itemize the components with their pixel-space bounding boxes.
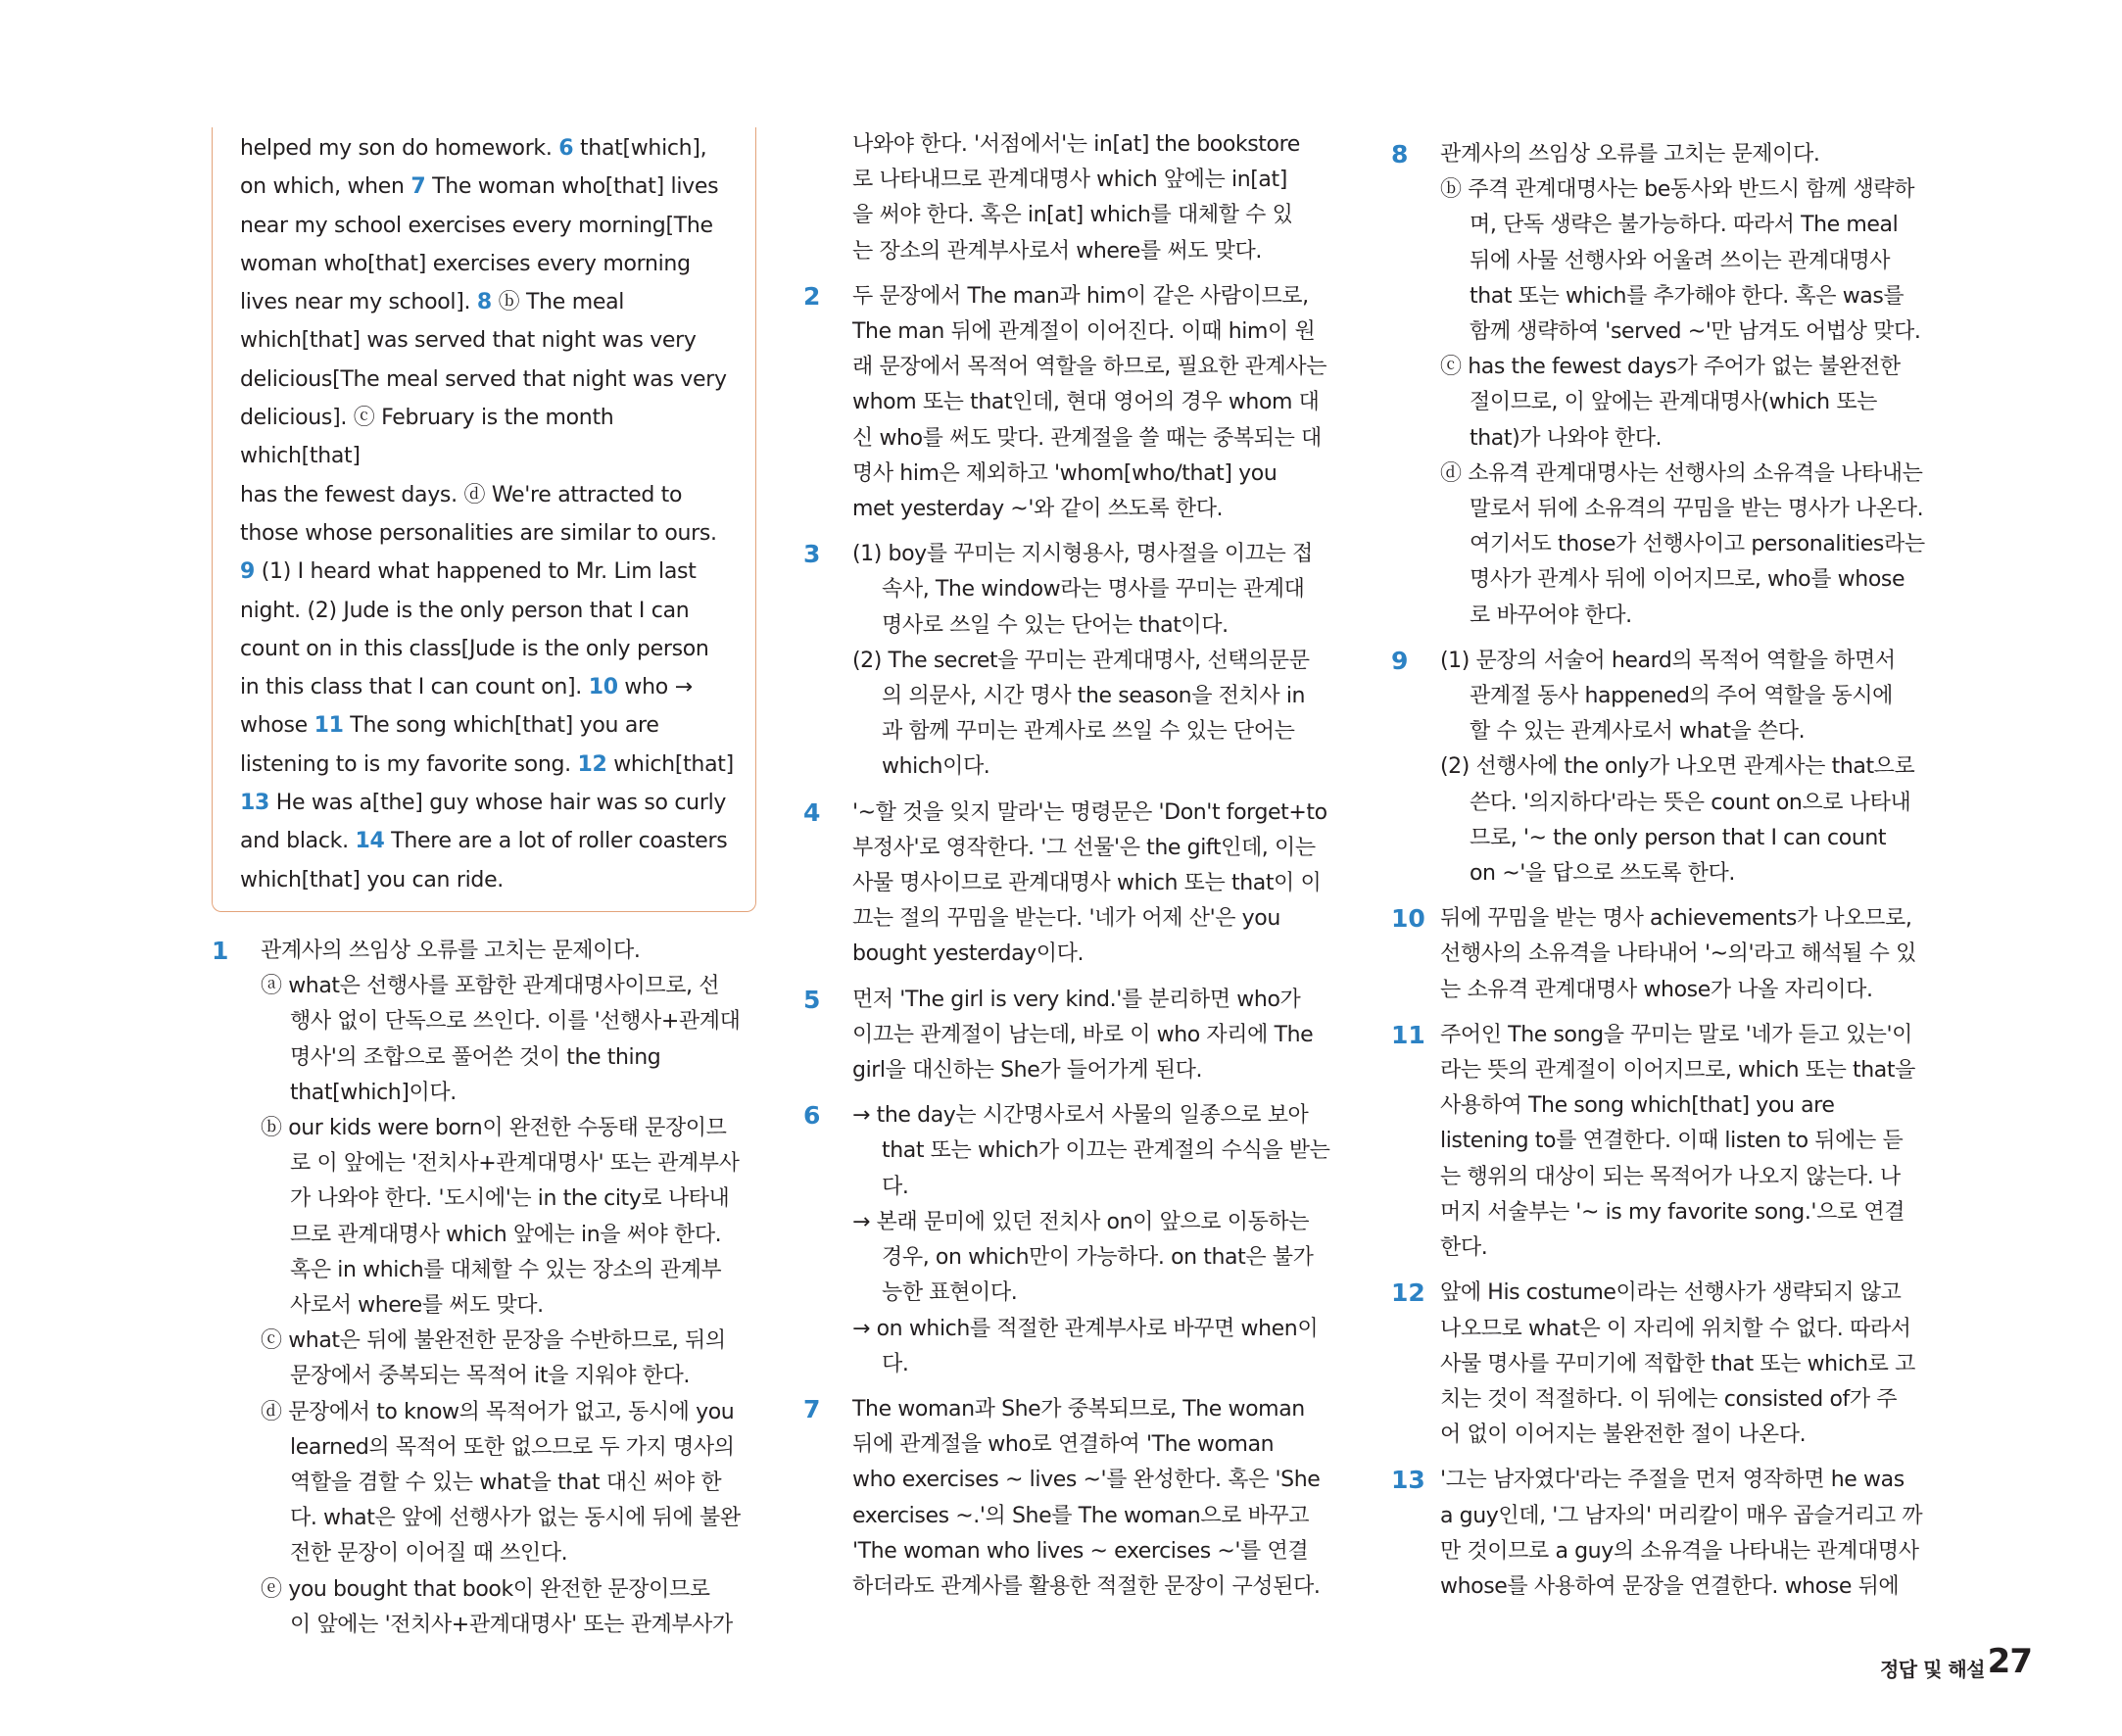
page-number: 27 bbox=[1987, 1642, 2032, 1681]
explanation-line: 만 것이므로 a guy의 소유격을 나타내는 관계대명사 bbox=[1440, 1538, 1919, 1564]
footer-label: 정답 및 해설 bbox=[1879, 1658, 1985, 1681]
question-number: 11 bbox=[1391, 1020, 1425, 1049]
explanation-list bbox=[1391, 137, 1940, 1605]
answer-text: whose bbox=[240, 713, 314, 739]
explanation-item bbox=[1391, 1018, 1940, 1266]
answer-text: ⓑ The meal bbox=[491, 290, 625, 315]
explanation-line: 끄는 절의 꾸밈을 받는다. '네가 어제 산'은 you bbox=[852, 906, 1280, 932]
explanation-item bbox=[803, 796, 1347, 973]
explanation-line: The woman과 She가 중복되므로, The woman bbox=[852, 1396, 1305, 1422]
answer-line bbox=[240, 514, 734, 553]
explanation-line: 관계절 동사 happened의 주어 역할을 동시에 bbox=[1470, 684, 1894, 709]
answer-key-box bbox=[212, 127, 756, 912]
answer-text: which[that] bbox=[606, 751, 734, 777]
answer-line bbox=[240, 784, 734, 822]
answer-line bbox=[240, 668, 734, 706]
explanation-line: 므로, '~ the only person that I can count bbox=[1470, 825, 1887, 850]
explanation-line: who exercises ~ lives ~'를 완성한다. 혹은 'She bbox=[852, 1468, 1321, 1493]
right-column bbox=[1391, 127, 1940, 1605]
sub-explanation bbox=[261, 1324, 756, 1394]
answer-line bbox=[240, 283, 734, 321]
explanation-line: The man 뒤에 관계절이 이어진다. 이때 him이 원 bbox=[852, 319, 1316, 345]
explanation-line: which이다. bbox=[882, 754, 990, 780]
explanation-line: 의 의문사, 시간 명사 the season을 전치사 in bbox=[882, 684, 1306, 709]
answer-text: in this class that I can count on]. bbox=[240, 675, 589, 700]
question-number: 6 bbox=[803, 1101, 821, 1131]
explanation-line: 경우, on which만이 가능하다. on that은 불가 bbox=[882, 1245, 1314, 1271]
answer-number: 14 bbox=[355, 829, 385, 854]
answer-line bbox=[240, 245, 734, 283]
explanation-line: 뒤에 사물 선행사와 어울려 쓰이는 관계대명사 bbox=[1470, 248, 1891, 273]
explanation-line: 두 문장에서 The man과 him이 같은 사람이므로, bbox=[852, 283, 1309, 309]
answer-line bbox=[240, 207, 734, 245]
question-number: 13 bbox=[1391, 1466, 1425, 1495]
sub-explanation bbox=[852, 537, 1347, 644]
continued-explanation bbox=[803, 127, 1347, 269]
explanation-line: that[which]이다. bbox=[290, 1080, 457, 1105]
explanation-line: 는 소유격 관계대명사 whose가 나올 자리이다. bbox=[1440, 977, 1873, 1002]
sub-explanation bbox=[1440, 644, 1940, 750]
sub-explanation bbox=[852, 644, 1347, 786]
explanation-line: 절이므로, 이 앞에는 관계대명사(which 또는 bbox=[1470, 390, 1878, 415]
explanation-line: 이 앞에는 '전치사+관계대명사' 또는 관계부사가 bbox=[290, 1612, 733, 1637]
left-column bbox=[208, 127, 756, 1643]
explanation-line: 을 써야 한다. 혹은 in[at] which를 대체할 수 있 bbox=[852, 203, 1293, 228]
explanation-item bbox=[803, 983, 1347, 1089]
answer-text: woman who[that] exercises every morning bbox=[240, 251, 691, 276]
answer-line bbox=[240, 746, 734, 784]
answer-number: 13 bbox=[240, 791, 270, 816]
answer-line bbox=[240, 321, 734, 360]
explanation-line: 로 이 앞에는 '전치사+관계대명사' 또는 관계부사 bbox=[290, 1151, 740, 1177]
explanation-line: (2) The secret을 꾸미는 관계대명사, 선택의문문 bbox=[852, 648, 1310, 673]
explanation-line: 말로서 뒤에 소유격의 꾸밈을 받는 명사가 나온다. bbox=[1470, 497, 1924, 522]
explanation-line: 관계사의 쓰임상 오류를 고치는 문제이다. bbox=[1440, 142, 1820, 167]
answer-number: 12 bbox=[577, 751, 607, 777]
explanation-item bbox=[1391, 1276, 1940, 1453]
explanation-item bbox=[803, 1098, 1347, 1382]
explanation-line: (1) 문장의 서술어 heard의 목적어 역할을 하면서 bbox=[1440, 648, 1896, 673]
explanation-line: 하더라도 관계사를 활용한 적절한 문장이 구성된다. bbox=[852, 1573, 1321, 1599]
explanation-line: 신 who를 써도 맞다. 관계절을 쓸 때는 중복되는 대 bbox=[852, 425, 1322, 451]
answer-text: that[which], bbox=[573, 136, 707, 161]
explanation-line: 여기서도 those가 선행사이고 personalities라는 bbox=[1470, 532, 1925, 557]
answer-text: has the fewest days. ⓓ We're attracted to bbox=[240, 482, 683, 507]
explanation-line: 사물 명사를 꾸미기에 적합한 that 또는 which로 고 bbox=[1440, 1351, 1915, 1376]
explanation-line: 역할을 겸할 수 있는 what을 that 대신 써야 한 bbox=[290, 1470, 722, 1495]
explanation-line: 부정사'로 영작한다. '그 선물'은 the gift인데, 이는 bbox=[852, 835, 1316, 860]
explanation-line: 'The woman who lives ~ exercises ~'를 연결 bbox=[852, 1538, 1309, 1564]
question-number: 12 bbox=[1391, 1278, 1425, 1308]
explanation-line: 뒤에 관계절을 who로 연결하여 'The woman bbox=[852, 1432, 1275, 1458]
explanation-line: 관계사의 쓰임상 오류를 고치는 문제이다. bbox=[261, 938, 641, 963]
sub-explanation bbox=[261, 1395, 756, 1572]
explanation-line: 명사 him은 제외하고 'whom[who/that] you bbox=[852, 460, 1278, 486]
explanation-list bbox=[803, 279, 1347, 1605]
explanation-line: → on which를 적절한 관계부사로 바꾸면 when이 bbox=[852, 1316, 1319, 1341]
answer-text: There are a lot of roller coasters bbox=[384, 829, 728, 854]
sub-explanation bbox=[261, 1572, 756, 1643]
explanation-line: 는 행위의 대상이 되는 목적어가 나오지 않는다. 나 bbox=[1440, 1164, 1901, 1189]
answer-text: The woman who[that] lives bbox=[425, 174, 719, 200]
answer-number: 9 bbox=[240, 559, 256, 585]
answer-text: on which, when bbox=[240, 174, 411, 200]
explanation-line: ⓒ has the fewest days가 주어가 없는 불완전한 bbox=[1440, 355, 1901, 380]
explanation-line: '그는 남자였다'라는 주절을 먼저 영작하면 he was bbox=[1440, 1468, 1905, 1493]
answer-number: 8 bbox=[476, 290, 492, 315]
explanation-item bbox=[1391, 644, 1940, 892]
explanation-line: ⓔ you bought that book이 완전한 문장이므로 bbox=[261, 1576, 710, 1602]
answer-line bbox=[240, 592, 734, 630]
explanation-line: ⓐ what은 선행사를 포함한 관계대명사이므로, 선 bbox=[261, 974, 720, 999]
explanation-item bbox=[1391, 137, 1940, 634]
explanation-item bbox=[803, 537, 1347, 785]
explanation-line: 능한 표현이다. bbox=[882, 1280, 1018, 1306]
sub-explanation bbox=[261, 1111, 756, 1324]
explanation-line: 나오므로 what은 이 자리에 위치할 수 없다. 따라서 bbox=[1440, 1316, 1911, 1341]
explanation-line: on ~'을 답으로 쓰도록 한다. bbox=[1470, 861, 1735, 887]
explanation-line: (1) boy를 꾸미는 지시형용사, 명사절을 이끄는 접 bbox=[852, 542, 1313, 567]
sub-explanation bbox=[1440, 457, 1940, 634]
answer-text: (1) I heard what happened to Mr. Lim last bbox=[255, 559, 697, 585]
explanation-line: 다. bbox=[882, 1174, 909, 1199]
question-number: 9 bbox=[1391, 646, 1409, 675]
answer-line bbox=[240, 706, 734, 745]
explanation-line: ⓓ 문장에서 to know의 목적어가 없고, 동시에 you bbox=[261, 1399, 735, 1424]
answer-text: which[that] you can ride. bbox=[240, 867, 505, 892]
explanation-line: 한다. bbox=[1440, 1235, 1488, 1261]
explanation-line: 어 없이 이어지는 불완전한 절이 나온다. bbox=[1440, 1423, 1807, 1448]
explanation-line: bought yesterday이다. bbox=[852, 941, 1085, 967]
explanation-line: 명사로 쓰일 수 있는 단어는 that이다. bbox=[882, 612, 1229, 638]
explanation-line: (2) 선행사에 the only가 나오면 관계사는 that으로 bbox=[1440, 754, 1915, 780]
question-number: 4 bbox=[803, 797, 821, 827]
sub-explanation bbox=[852, 1312, 1347, 1382]
answer-line bbox=[240, 129, 734, 168]
sub-explanation bbox=[1440, 350, 1940, 457]
answer-text: those whose personalities are similar to ours. bbox=[240, 520, 717, 546]
answer-text: lives near my school]. bbox=[240, 290, 477, 315]
question-number: 2 bbox=[803, 281, 821, 311]
answer-line bbox=[240, 168, 734, 206]
explanation-line: 주어인 The song을 꾸미는 말로 '네가 듣고 있는'이 bbox=[1440, 1022, 1913, 1047]
explanation-list bbox=[208, 934, 756, 1643]
explanation-line: 속사, The window라는 명사를 꾸미는 관계대 bbox=[882, 577, 1305, 603]
answer-number: 10 bbox=[588, 675, 618, 700]
explanation-line: listening to를 연결한다. 이때 listen to 뒤에는 듣 bbox=[1440, 1129, 1904, 1154]
explanation-line: 명사'의 조합으로 풀어쓴 것이 the thing bbox=[290, 1044, 661, 1070]
answer-line bbox=[240, 399, 734, 476]
explanation-line: 먼저 'The girl is very kind.'를 분리하면 who가 bbox=[852, 987, 1301, 1012]
explanation-line: 문장에서 중복되는 목적어 it을 지워야 한다. bbox=[290, 1364, 690, 1389]
sub-explanation bbox=[261, 969, 756, 1111]
question-number: 8 bbox=[1391, 140, 1409, 169]
question-number: 10 bbox=[1391, 904, 1425, 934]
answer-line bbox=[240, 553, 734, 591]
explanation-line: 머지 서술부는 '~ is my favorite song.'으로 연결 bbox=[1440, 1199, 1905, 1225]
answer-line bbox=[240, 361, 734, 399]
explanation-line: 나와야 한다. '서점에서'는 in[at] the bookstore bbox=[852, 132, 1300, 157]
explanation-line: 함께 생략하여 'served ~'만 남겨도 어법상 맞다. bbox=[1470, 319, 1921, 345]
answer-line bbox=[240, 861, 734, 899]
answer-line bbox=[240, 476, 734, 514]
question-number: 5 bbox=[803, 985, 821, 1014]
answer-text: count on in this class[Jude is the only person bbox=[240, 636, 709, 661]
answer-text: The song which[that] you are bbox=[343, 713, 659, 739]
explanation-line: 래 문장에서 목적어 역할을 하므로, 필요한 관계사는 bbox=[852, 355, 1327, 380]
explanation-item bbox=[1391, 901, 1940, 1008]
answer-text: night. (2) Jude is the only person that I can bbox=[240, 598, 690, 623]
explanation-line: whom 또는 that인데, 현대 영어의 경우 whom 대 bbox=[852, 390, 1320, 415]
explanation-line: 과 함께 꾸미는 관계사로 쓰일 수 있는 단어는 bbox=[882, 719, 1295, 745]
explanation-item bbox=[1391, 1463, 1940, 1605]
answer-number: 7 bbox=[410, 174, 426, 200]
explanation-line: 가 나와야 한다. '도시에'는 in the city로 나타내 bbox=[290, 1186, 730, 1212]
explanation-line: 할 수 있는 관계사로서 what을 쓴다. bbox=[1470, 719, 1806, 745]
answer-text: He was a[the] guy whose hair was so curly bbox=[269, 791, 727, 816]
explanation-line: ⓓ 소유격 관계대명사는 선행사의 소유격을 나타내는 bbox=[1440, 460, 1923, 486]
question-number: 7 bbox=[803, 1394, 821, 1423]
answer-text: listening to is my favorite song. bbox=[240, 751, 578, 777]
explanation-line: learned의 목적어 또한 없으므로 두 가지 명사의 bbox=[290, 1434, 735, 1460]
explanation-line: 사용하여 The song which[that] you are bbox=[1440, 1093, 1835, 1119]
explanation-item bbox=[803, 279, 1347, 527]
explanation-line: ⓑ our kids were born이 완전한 수동태 문장이므 bbox=[261, 1115, 727, 1140]
explanation-line: 라는 뜻의 관계절이 이어지므로, which 또는 that을 bbox=[1440, 1058, 1915, 1084]
middle-column bbox=[803, 127, 1347, 1605]
explanation-line: → the day는 시간명사로서 사물의 일종으로 보아 bbox=[852, 1103, 1309, 1129]
explanation-line: 선행사의 소유격을 나타내어 '~의'라고 해석될 수 있 bbox=[1440, 941, 1916, 967]
explanation-line: 이끄는 관계절이 남는데, 바로 이 who 자리에 The bbox=[852, 1022, 1314, 1047]
answer-text: helped my son do homework. bbox=[240, 136, 559, 161]
explanation-line: that 또는 which가 이끄는 관계절의 수식을 받는 bbox=[882, 1138, 1330, 1164]
explanation-line: whose를 사용하여 문장을 연결한다. whose 뒤에 bbox=[1440, 1573, 1900, 1599]
answer-number: 11 bbox=[313, 713, 344, 739]
explanation-line: ⓒ what은 뒤에 불완전한 문장을 수반하므로, 뒤의 bbox=[261, 1328, 726, 1354]
explanation-item bbox=[212, 934, 756, 1643]
sub-explanation bbox=[1440, 749, 1940, 892]
explanation-line: 뒤에 꾸밈을 받는 명사 achievements가 나오므로, bbox=[1440, 906, 1912, 932]
explanation-line: 전한 문장이 이어질 때 쓰인다. bbox=[290, 1541, 568, 1567]
answer-text: delicious[The meal served that night was very bbox=[240, 366, 727, 392]
explanation-line: 명사가 관계사 뒤에 이어지므로, who를 whose bbox=[1470, 567, 1905, 593]
explanation-line: 므로 관계대명사 which 앞에는 in을 써야 한다. bbox=[290, 1222, 722, 1247]
sub-explanation bbox=[852, 1098, 1347, 1205]
explanation-line: → 본래 문미에 있던 전치사 on이 앞으로 이동하는 bbox=[852, 1209, 1310, 1234]
explanation-line: girl을 대신하는 She가 들어가게 된다. bbox=[852, 1058, 1203, 1084]
answer-text: delicious]. ⓒ February is the month which[that] bbox=[240, 406, 614, 469]
explanation-line: 혹은 in which를 대체할 수 있는 장소의 관계부 bbox=[290, 1257, 722, 1282]
explanation-line: 며, 단독 생략은 불가능하다. 따라서 The meal bbox=[1470, 213, 1899, 238]
explanation-line: 다. bbox=[882, 1351, 909, 1376]
explanation-line: that)가 나와야 한다. bbox=[1470, 425, 1663, 451]
explanation-line: 는 장소의 관계부사로서 where를 써도 맞다. bbox=[852, 238, 1262, 264]
answer-text: near my school exercises every morning[The bbox=[240, 213, 713, 238]
sub-explanation bbox=[1440, 172, 1940, 350]
answer-text: which[that] was served that night was very bbox=[240, 328, 697, 354]
question-number: 1 bbox=[212, 936, 229, 965]
explanation-line: met yesterday ~'와 같이 쓰도록 한다. bbox=[852, 497, 1224, 522]
sub-explanation bbox=[852, 1205, 1347, 1312]
explanation-line: 쓴다. '의지하다'라는 뜻은 count on으로 나타내 bbox=[1470, 790, 1911, 815]
explanation-line: a guy인데, '그 남자의' 머리칼이 매우 곱슬거리고 까 bbox=[1440, 1503, 1923, 1528]
explanation-line: 다. what은 앞에 선행사가 없는 동시에 뒤에 불완 bbox=[290, 1506, 741, 1531]
answer-text: and black. bbox=[240, 829, 356, 854]
explanation-line: exercises ~.'의 She를 The woman으로 바꾸고 bbox=[852, 1503, 1310, 1528]
explanation-line: 치는 것이 적절하다. 이 뒤에는 consisted of가 주 bbox=[1440, 1386, 1898, 1412]
explanation-item bbox=[803, 1392, 1347, 1605]
explanation-line: 사물 명사이므로 관계대명사 which 또는 that이 이 bbox=[852, 871, 1322, 896]
explanation-line: 로 바꾸어야 한다. bbox=[1470, 603, 1632, 628]
answer-text: who → bbox=[617, 675, 693, 700]
explanation-line: that 또는 which를 추가해야 한다. 혹은 was를 bbox=[1470, 283, 1905, 309]
explanation-line: 행사 없이 단독으로 쓰인다. 이를 '선행사+관계대 bbox=[290, 1009, 741, 1035]
answer-line bbox=[240, 630, 734, 668]
explanation-line: 사로서 where를 써도 맞다. bbox=[290, 1292, 544, 1318]
question-number: 3 bbox=[803, 540, 821, 569]
answer-line bbox=[240, 822, 734, 860]
explanation-line: ⓑ 주격 관계대명사는 be동사와 반드시 함께 생략하 bbox=[1440, 177, 1915, 203]
explanation-line: '~할 것을 잊지 말라'는 명령문은 'Don't forget+to bbox=[852, 799, 1327, 825]
explanation-line: 로 나타내므로 관계대명사 which 앞에는 in[at] bbox=[852, 168, 1287, 193]
answer-number: 6 bbox=[558, 136, 574, 161]
explanation-line: 앞에 His costume이라는 선행사가 생략되지 않고 bbox=[1440, 1280, 1902, 1306]
